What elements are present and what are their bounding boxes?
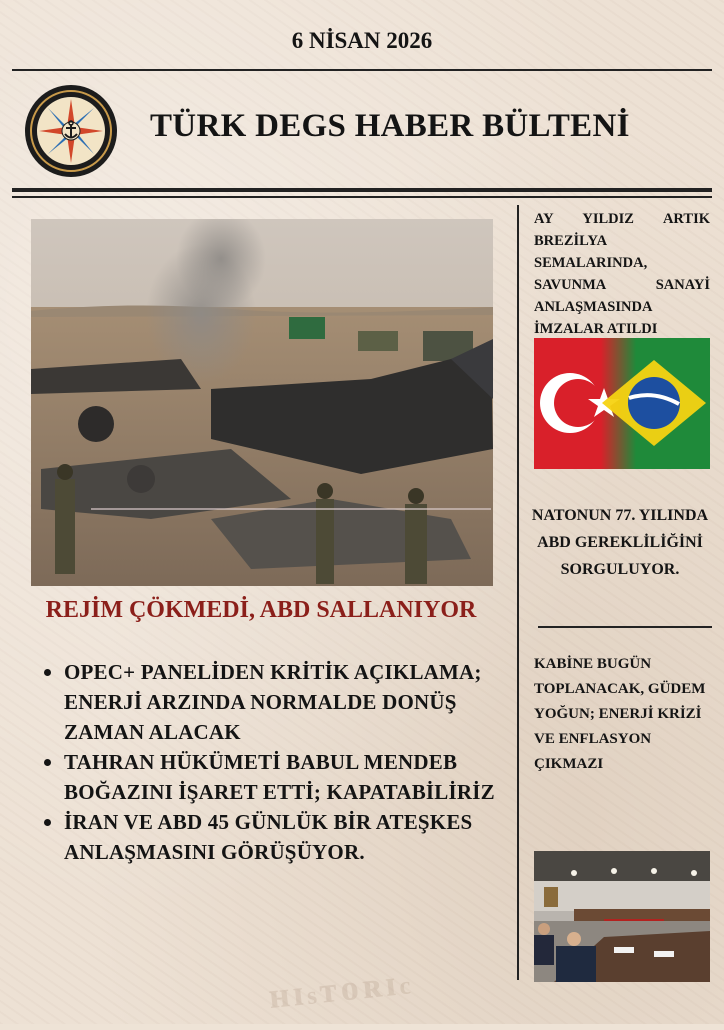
sidebar-story-cabinet: KABİNE BUGÜN TOPLANACAK, GÜDEM YOĞUN; ENERJİ KRİZİ VE ENFLASYON ÇIKMAZI (534, 656, 706, 772)
top-divider (12, 69, 712, 71)
list-item (40, 657, 510, 747)
bullet-icon (44, 759, 51, 766)
masthead-divider-thin (12, 196, 712, 198)
column-divider (517, 205, 519, 980)
anchor-compass-logo-icon (24, 84, 118, 178)
list-item (40, 747, 510, 807)
bullet-text: OPEC+ PANELİDEN KRİTİK AÇIKLAMA; ENERJİ ARZINDA NORMALDE DONÜŞ ZAMAN ALACAK (64, 660, 482, 744)
main-headline: REJİM ÇÖKMEDİ, ABD SALLANIYOR (45, 597, 477, 623)
watermark-decoration: ᴴᴵˢᵀᴼᴿᴵᶜ (267, 968, 418, 1030)
news-bullet-list (40, 657, 510, 867)
turkey-brazil-flag-image (534, 338, 710, 469)
sidebar-story-brazil: AY YILDIZ ARTIK BREZİLYA SEMALARINDA, SAVUNMA SANAYİ ANLAŞMASINDA İMZALAR ATILDI (534, 211, 710, 337)
bullet-icon (44, 669, 51, 676)
masthead-divider-thick (12, 188, 712, 192)
helicopter-wreckage-photo (31, 219, 493, 586)
bullet-text: İRAN VE ABD 45 GÜNLÜK BİR ATEŞKES ANLAŞMASINI GÖRÜŞÜYOR. (64, 810, 473, 864)
newspaper-title: TÜRK DEGS HABER BÜLTENİ (150, 108, 630, 144)
sidebar-divider (538, 626, 712, 628)
bullet-icon (44, 819, 51, 826)
list-item (40, 807, 510, 867)
cabinet-meeting-photo (534, 851, 710, 982)
sidebar-story-nato: NATONUN 77. YILINDA ABD GEREKLİLİĞİNİ SORGULUYOR. (531, 507, 709, 578)
bullet-text: TAHRAN HÜKÜMETİ BABUL MENDEB BOĞAZINI İŞARET ETTİ; KAPATABİLİRİZ (64, 750, 495, 804)
issue-date: 6 NİSAN 2026 (291, 28, 433, 53)
